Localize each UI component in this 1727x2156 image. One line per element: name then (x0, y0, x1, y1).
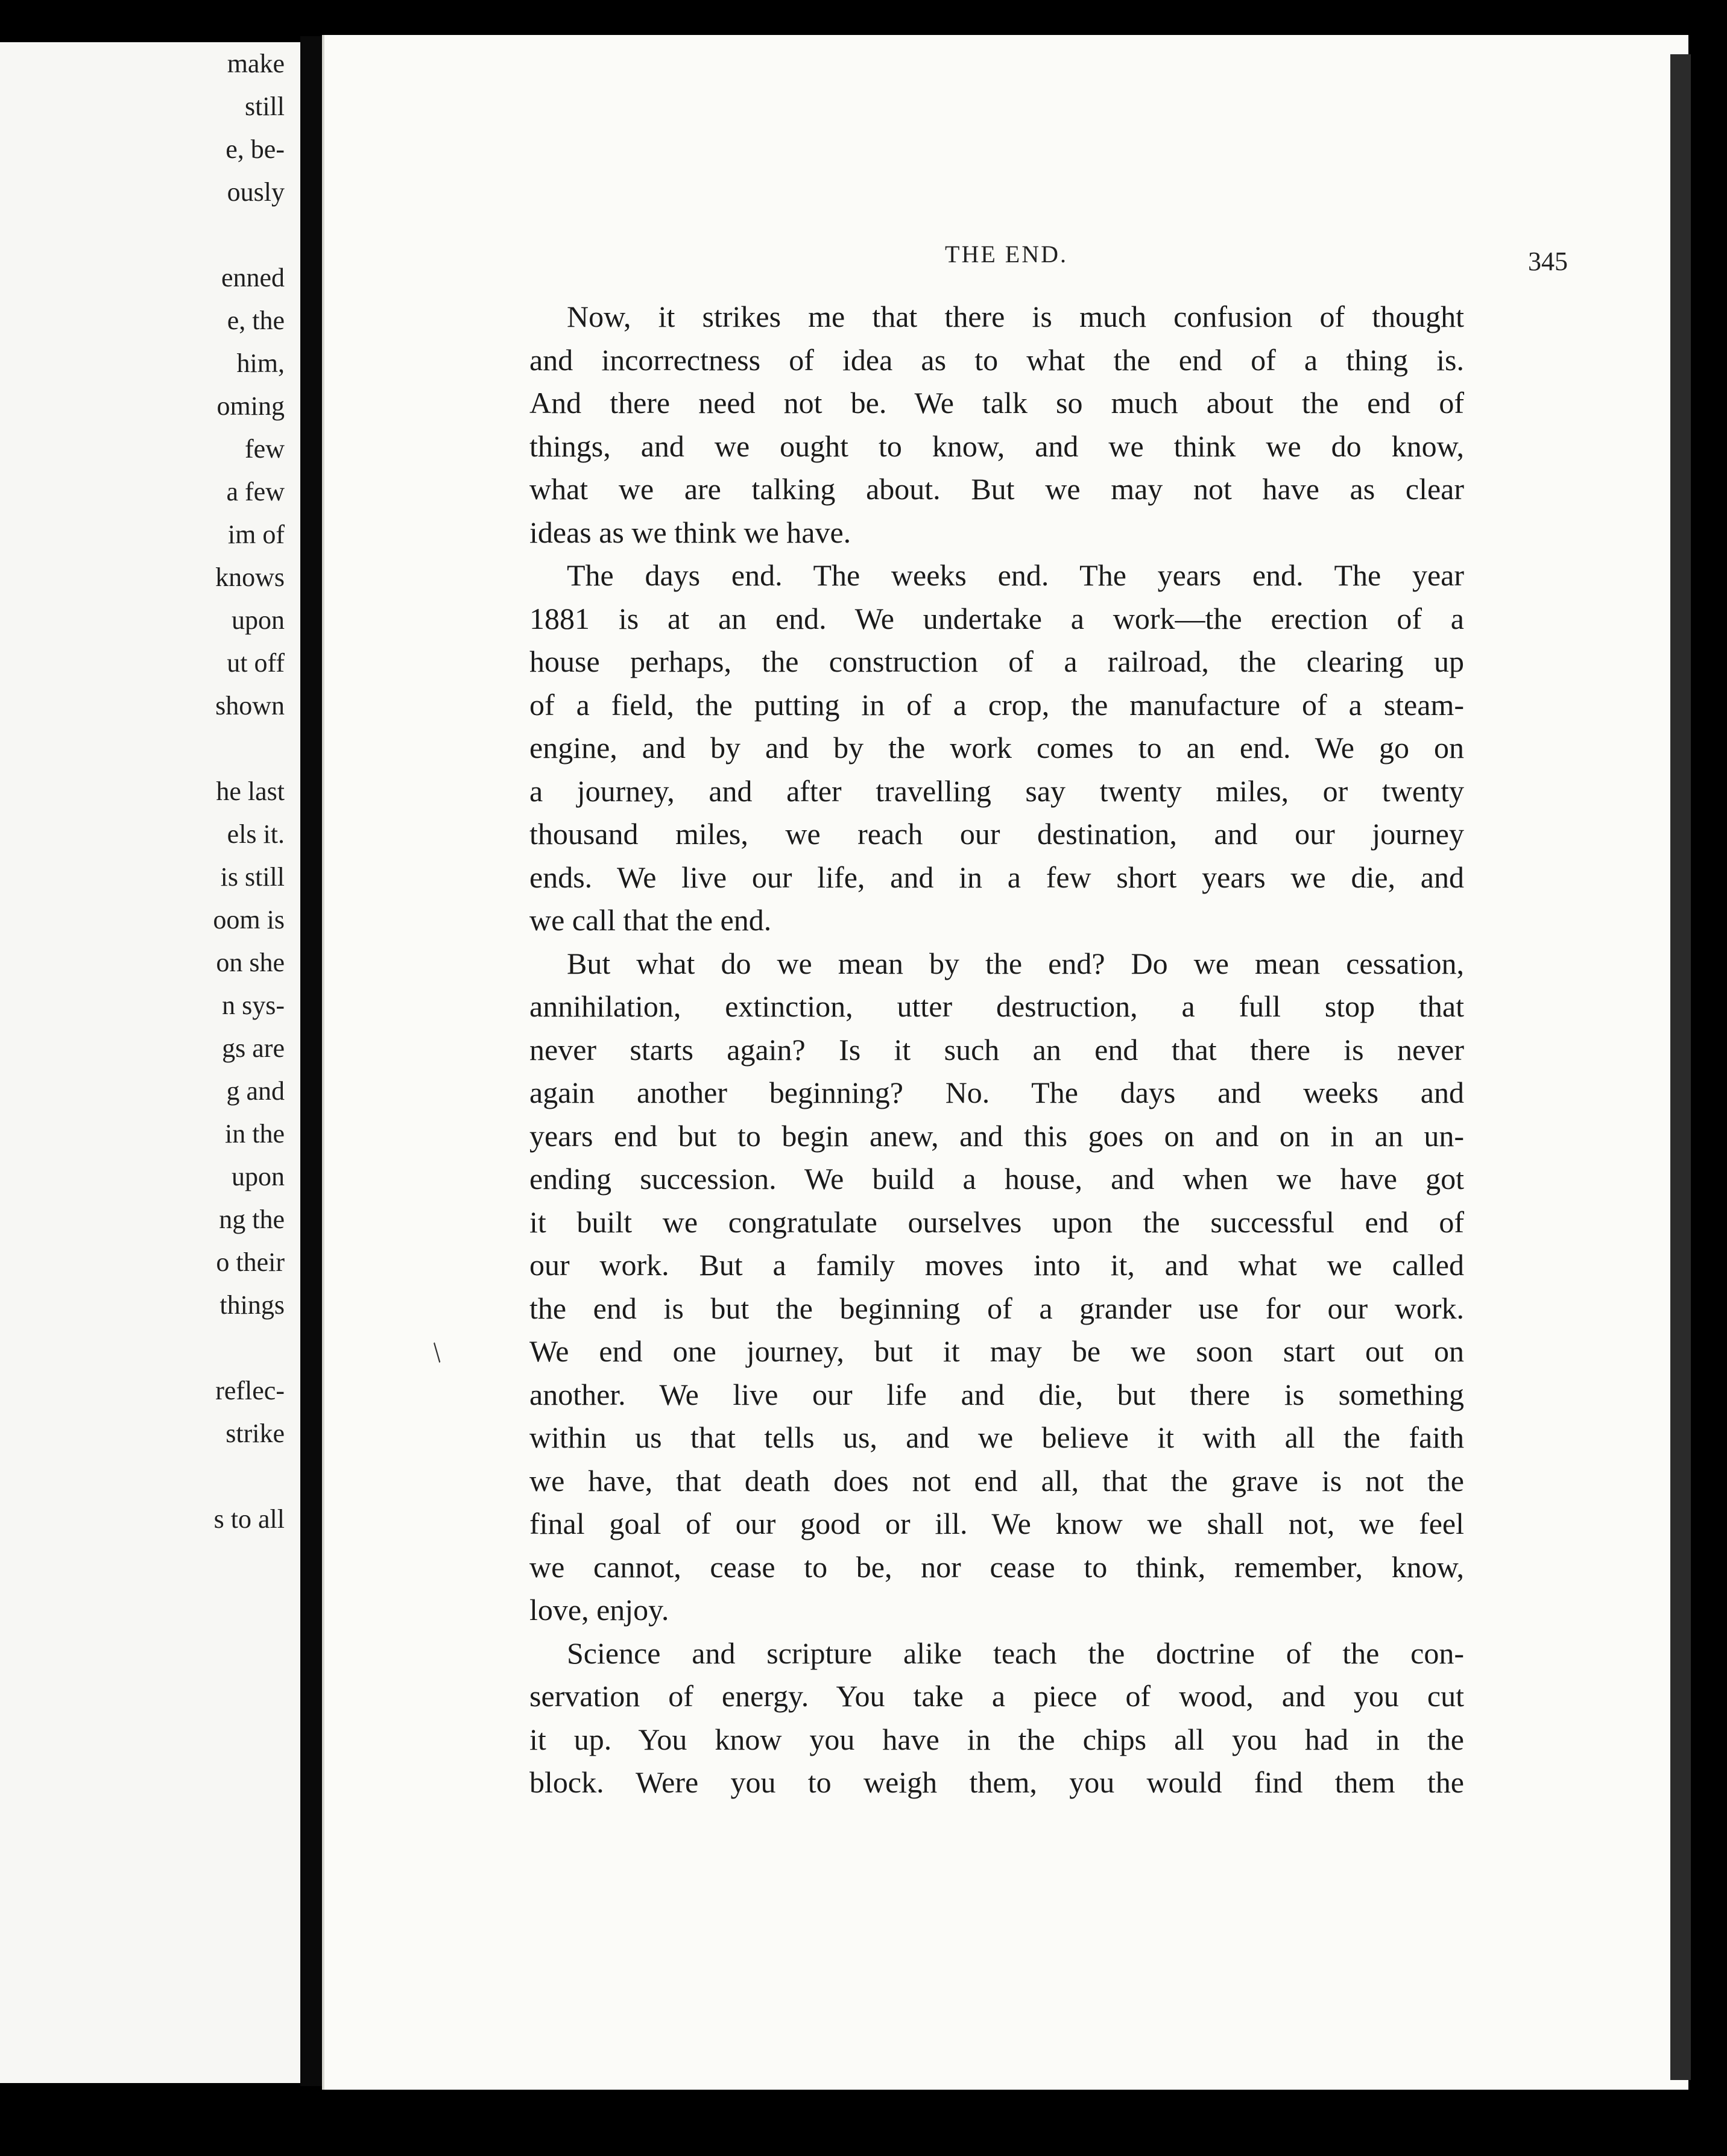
text-line: 1881 is at an end. We undertake a work—the erection of a (529, 601, 1464, 635)
text-line: Now, it strikes me that there is much confusion of thought (567, 300, 1464, 333)
text-line: it built we congratulate ourselves upon the successful end of (529, 1205, 1464, 1239)
left-page-line: ously (227, 177, 285, 207)
text-line: within us that tells us, and we believe it with all the faith (529, 1420, 1464, 1454)
left-page-line: him, (236, 348, 285, 378)
text-line: love, enjoy. (529, 1593, 669, 1627)
text-line: again another beginning? No. The days and weeks and (529, 1076, 1464, 1109)
text-line: a journey, and after travelling say twenty miles, or twenty (529, 774, 1464, 808)
left-page-text (213, 42, 285, 1540)
text-line: what we are talking about. But we may not have as clear (529, 472, 1464, 506)
text-line: our work. But a family moves into it, and what we called (529, 1248, 1464, 1282)
left-page-line: enned (221, 263, 285, 292)
page-number: 345 (1528, 247, 1568, 276)
text-line: engine, and by and by the work comes to an end. We go on (529, 731, 1464, 764)
left-page-line (213, 1326, 285, 1369)
text-line: never starts again? Is it such an end that there is never (529, 1032, 1464, 1067)
left-page-line: oom is (213, 905, 285, 935)
text-line: But what do we mean by the end? Do we mean cessation, (567, 946, 1464, 980)
text-line: we have, that death does not end all, that the grave is not the (529, 1463, 1464, 1498)
left-page-line: few (245, 434, 285, 464)
left-page-line: in the (225, 1119, 285, 1149)
left-page-line: strike (226, 1419, 285, 1448)
left-page-line: im of (227, 520, 285, 549)
left-page (0, 42, 302, 2083)
left-page-line: on she (216, 948, 285, 977)
left-page-line: ut off (227, 648, 285, 678)
text-line: the end is but the beginning of a grander use for our work. (529, 1291, 1464, 1325)
running-head: THE END. (945, 241, 1068, 268)
text-line: house perhaps, the construction of a railroad, the clearing up (529, 645, 1464, 678)
text-line: servation of energy. You take a piece of wood, and you cut (529, 1679, 1464, 1713)
text-line: ending succession. We build a house, and when we have got (529, 1162, 1464, 1196)
left-page-line: still (244, 92, 285, 121)
text-line: ideas as we think we have. (529, 515, 851, 549)
text-line: And there need not be. We talk so much about the end of (529, 386, 1464, 420)
text-line: another. We live our life and die, but there is something (529, 1377, 1464, 1411)
left-page-line: ng the (219, 1205, 285, 1234)
text-line: The days end. The weeks end. The years end. The year (567, 558, 1464, 592)
left-page-line: upon (232, 1162, 285, 1191)
left-page-line (213, 213, 285, 256)
page-edge-shadow (1670, 54, 1691, 2080)
margin-mark: / (425, 1337, 450, 1369)
text-line: and incorrectness of idea as to what the end of a thing is. (529, 342, 1464, 377)
left-page-line: is still (220, 862, 285, 892)
left-page-line: els it. (227, 819, 285, 849)
left-page-line (213, 1455, 285, 1498)
text-line: years end but to begin anew, and this goes on and on in an un- (529, 1118, 1464, 1153)
text-line: We end one journey, but it may be we soon start out on (529, 1334, 1464, 1368)
book-gutter (300, 36, 322, 2086)
left-page-line: g and (226, 1076, 285, 1106)
text-line: annihilation, extinction, utter destruction, a full stop that (529, 989, 1464, 1023)
text-line: final goal of our good or ill. We know we shall not, we feel (529, 1507, 1464, 1540)
text-line: it up. You know you have in the chips all you had in the (529, 1722, 1464, 1756)
right-page (322, 35, 1688, 2090)
text-line: Science and scripture alike teach the doctrine of the con- (567, 1636, 1464, 1670)
body-text (529, 295, 1464, 1805)
left-page-line: things (219, 1290, 285, 1320)
text-line: of a field, the putting in of a crop, the manufacture of a steam- (529, 687, 1464, 722)
left-page-line: s to all (213, 1504, 285, 1534)
text-line: things, and we ought to know, and we think we do know, (529, 429, 1464, 463)
left-page-line: reflec- (215, 1376, 285, 1405)
left-page-line: shown (215, 691, 285, 720)
left-page-line: make (227, 49, 285, 78)
left-page-line: knows (215, 563, 285, 592)
text-line: block. Were you to weigh them, you would find them the (529, 1765, 1464, 1799)
text-line: we call that the end. (529, 903, 772, 937)
text-line: we cannot, cease to be, nor cease to think, remember, know, (529, 1549, 1464, 1584)
left-page-line: he last (216, 777, 285, 806)
left-page-line (213, 727, 285, 770)
left-page-line: n sys- (222, 991, 285, 1020)
text-line: thousand miles, we reach our destination, and our journey (529, 817, 1464, 851)
left-page-line: e, be- (226, 134, 285, 164)
text-line: ends. We live our life, and in a few short years we die, and (529, 860, 1464, 894)
left-page-line: e, the (227, 306, 285, 335)
left-page-line: upon (232, 605, 285, 635)
left-page-line: a few (226, 477, 285, 506)
left-page-line: o their (216, 1247, 285, 1277)
left-page-line: oming (216, 391, 285, 421)
left-page-line: gs are (222, 1033, 285, 1063)
